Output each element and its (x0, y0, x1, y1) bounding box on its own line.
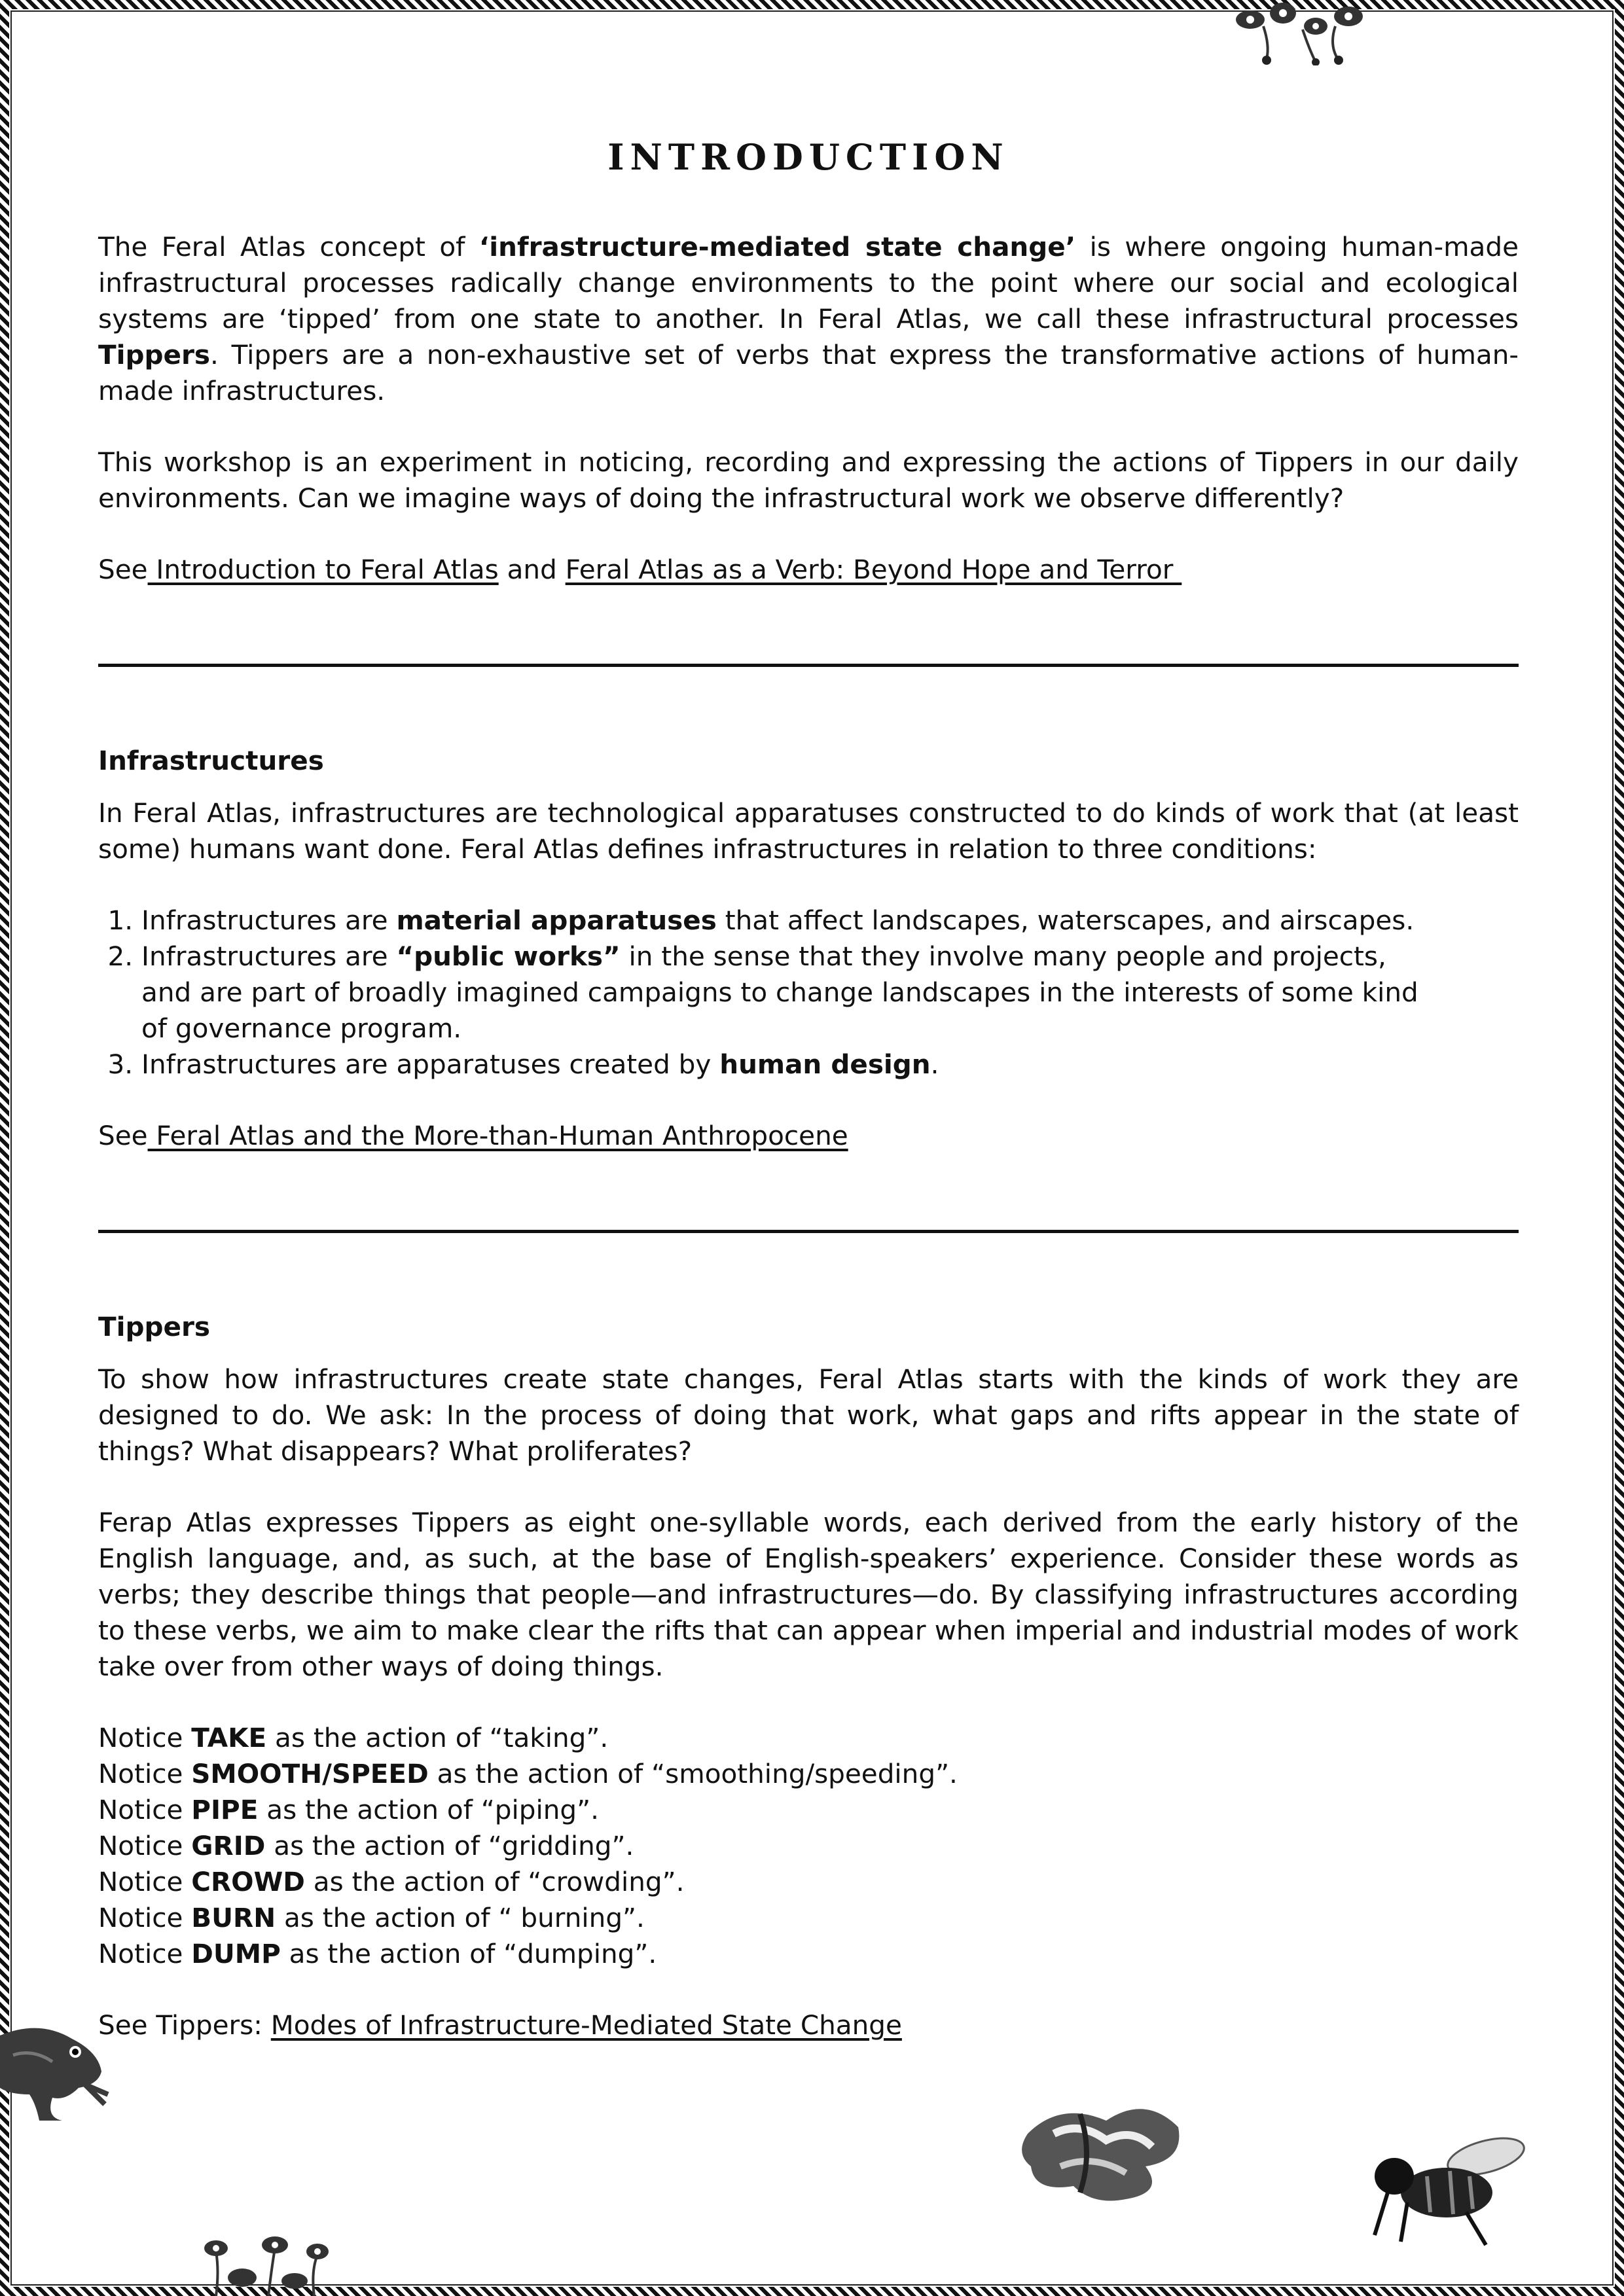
and-text: and (498, 554, 566, 585)
text: Notice (98, 1902, 192, 1933)
list-item (141, 1047, 1519, 1083)
notice-item (98, 1792, 1519, 1828)
verb: TAKE (191, 1722, 267, 1753)
list-item (141, 903, 1519, 939)
text: Notice (98, 1794, 192, 1825)
see-label: See Tippers: (98, 2009, 271, 2041)
verb: PIPE (191, 1794, 259, 1825)
verb: SMOOTH/SPEED (191, 1758, 429, 1789)
tippers-term: Tippers (98, 339, 211, 370)
intro-paragraph-1 (98, 229, 1519, 409)
notices-list (98, 1720, 1519, 1972)
bold-term: material apparatuses (396, 905, 717, 936)
tippers-heading: Tippers (98, 1311, 211, 1342)
bee-icon (1355, 2130, 1525, 2248)
infrastructures-section (98, 743, 1519, 1154)
frog-icon (0, 2022, 111, 2127)
verb: CROWD (191, 1866, 305, 1897)
text: Infrastructures are (141, 941, 397, 972)
twisted-ribbon-icon (1015, 2094, 1191, 2206)
text: as the action of “taking”. (266, 1722, 609, 1753)
text: Infrastructures are (141, 905, 397, 936)
text: in the sense that they involve many people and projects, and are part of broadly imagined campaigns to change landscapes in the interests of some kind of governance program. (141, 941, 1418, 1044)
infrastructures-paragraph: In Feral Atlas, infrastructures are technological apparatuses constructed to do kinds of work that (at least some) humans want done. Feral Atlas defines infrastructures in relation to three conditions: (98, 797, 1519, 865)
intro-to-feral-atlas-link[interactable]: Introduction to Feral Atlas (147, 554, 499, 585)
tippers-paragraph-1: To show how infrastructures create state changes, Feral Atlas starts with the kinds of work they are designed to do. We ask: In the process of doing that work, what gaps and rifts appear in the state of things? What disappears? What proliferates? (98, 1363, 1519, 1467)
see-label: See (98, 1120, 148, 1151)
text: Infrastructures are apparatuses created by (141, 1049, 720, 1080)
tippers-section (98, 1309, 1519, 2043)
text: as the action of “piping”. (258, 1794, 599, 1825)
tippers-paragraph-2: Ferap Atlas expresses Tippers as eight one-syllable words, each derived from the early history of the English language, and, as such, at the base of English-speakers’ experience. Consider these words as verbs; they describe things that people—and infrastructures—do. By classifying infrastructures according to these verbs, we aim to make clear the rifts that can appear when imperial and industrial modes of work take over from other ways of doing things. (98, 1507, 1519, 1682)
text: . Tippers are a non-exhaustive set of verbs that express the transformative actions of human-made infrastructures. (98, 339, 1519, 406)
notice-item (98, 1756, 1519, 1792)
text: as the action of “crowding”. (304, 1866, 685, 1897)
text: as the action of “ burning”. (276, 1902, 645, 1933)
infrastructures-see-link (98, 1118, 1519, 1154)
bold-term: human design (719, 1049, 931, 1080)
text: The Feral Atlas concept of (98, 231, 479, 262)
verb: BURN (191, 1902, 276, 1933)
more-than-human-anthropocene-link[interactable]: Feral Atlas and the More-than-Human Anthropocene (147, 1120, 848, 1151)
notice-item (98, 1900, 1519, 1936)
see-label: See (98, 554, 148, 585)
intro-section (98, 229, 1519, 588)
verb: GRID (191, 1830, 266, 1861)
document-body (98, 131, 1519, 2043)
infrastructures-heading: Infrastructures (98, 745, 324, 776)
feral-atlas-as-verb-link[interactable]: Feral Atlas as a Verb: Beyond Hope and Terror (565, 554, 1182, 585)
text: as the action of “gridding”. (265, 1830, 634, 1861)
bold-term: “public works” (396, 941, 621, 972)
text: Notice (98, 1758, 192, 1789)
text: Notice (98, 1938, 192, 1969)
text: as the action of “smoothing/speeding”. (428, 1758, 958, 1789)
section-divider (98, 1230, 1519, 1233)
text: . (930, 1049, 939, 1080)
text: Notice (98, 1830, 192, 1861)
conditions-list (98, 903, 1519, 1083)
intro-see-links (98, 552, 1519, 588)
modes-of-state-change-link[interactable]: Modes of Infrastructure-Mediated State Change (270, 2009, 902, 2041)
text: is where ongoing human-made infrastructural processes radically change environments to the point where our social and ecological systems are ‘tipped’ from one state to another. In Feral Atlas, we call these infrastructural processes (98, 231, 1519, 334)
list-item (141, 939, 1519, 1047)
small-flowers-icon (190, 2232, 347, 2296)
verb: DUMP (191, 1938, 281, 1969)
intro-paragraph-2: This workshop is an experiment in noticing, recording and expressing the actions of Tippers in our daily environments. Can we imagine ways of doing the infrastructural work we observe differently? (98, 446, 1519, 514)
tippers-see-link (98, 2007, 1519, 2043)
notice-item (98, 1936, 1519, 1972)
flower-cluster-icon (1224, 0, 1375, 65)
text: that affect landscapes, waterscapes, and airscapes. (716, 905, 1415, 936)
text: Notice (98, 1722, 192, 1753)
page-title: INTRODUCTION (607, 136, 1009, 178)
concept-term: ‘infrastructure-mediated state change’ (478, 231, 1076, 262)
text: as the action of “dumping”. (280, 1938, 657, 1969)
section-divider (98, 664, 1519, 667)
text: Notice (98, 1866, 192, 1897)
notice-item (98, 1864, 1519, 1900)
notice-item (98, 1828, 1519, 1864)
notice-item (98, 1720, 1519, 1756)
